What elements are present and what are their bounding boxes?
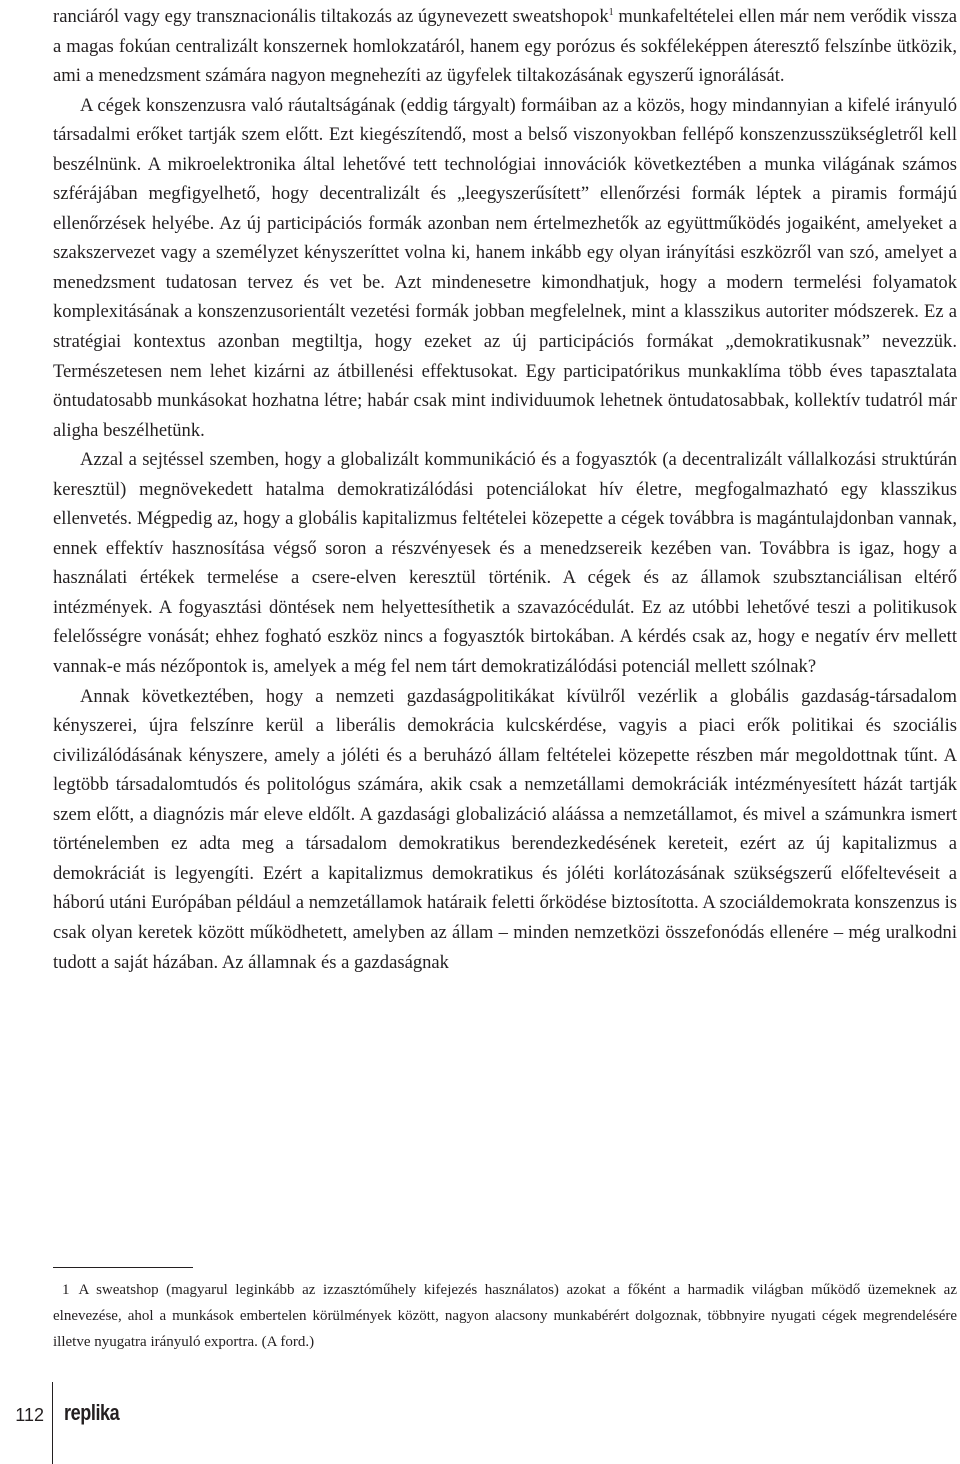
footnote-reference[interactable]: 1	[608, 7, 614, 18]
journal-logo: replika	[64, 1400, 120, 1425]
footnote-separator	[53, 1267, 193, 1268]
paragraph-3: Azzal a sejtéssel szemben, hogy a globalizált kommunikáció és a fogyasztók (a decentralizált vállalkozási struktúrán keresztül) megnövekedett hatalma demokratizálódási potenciálokat hív életre, megfogalmazható egy klasszikus ellenvetés. Mégpedig az, hogy a globális kapitalizmus feltételei közepette a cégek továbbra is magántulajdonban vannak, ennek effektív hasznosítása végső soron a részvényesek és a menedzsereik kezében van. Továbbra is igaz, hogy a használati értékek termelése a csere-elven keresztül történik. A cégek és az államok szubsztanciálisan eltérő intézmények. A fogyasztási döntések nem helyettesíthetik a szavazócédulát. Ez az utóbbi lehetővé teszi a politikusok felelősségre vonását; ehhez fogható eszköz nincs a fogyasztók birtokában. A kérdés csak az, hogy e negatív érv mellett vannak-e más nézőpontok is, amelyek a még fel nem tárt demokratizálódási potenciál mellett szólnak?	[53, 449, 957, 678]
footnote	[53, 1277, 957, 1355]
body-text	[53, 2, 957, 977]
footer-divider	[52, 1382, 53, 1464]
paragraph-1-end: munkafeltételei ellen már nem verődik vissza a magas fokúan centralizált konszernek homlokzatáról, hanem egy porózus és sokféleképpen áteresztő felszínbe ütközik, ami a menedzsment számára nagyon megnehezíti az ügyfelek tiltakozásának egyszerű ignorálását.	[53, 6, 957, 87]
paragraph-1-start: ranciáról vagy egy transznacionális tiltakozás az úgynevezett sweatshopok	[53, 6, 609, 27]
paragraph-4: Annak következtében, hogy a nemzeti gazdaságpolitikákat kívülről vezérlik a globális gazdaság-társadalom kényszerei, újra felszínre kerül a liberális demokrácia kulcskérdése, vagyis a piaci erők politikai és szociális civilizálódásának kényszere, amely a jóléti és a beruházó állam feltételei közepette részben már megoldottnak tűnt. A legtöbb társadalomtudós és politológus számára, akik csak a nemzetállami demokráciák intézményesített házát tartják szem előtt, a diagnózis már eleve eldőlt. A gazdasági globalizáció aláássa a nemzetállamot, és mivel a számunkra ismert történelemben ez adta meg a társadalom demokratikus berendezkedésének kereteit, ezért az új kapitalizmus a demokráciát is legyengíti. Ezért a kapitalizmus demokratikus és jóléti korlátozásának szükségszerű előfeltevéseit a háború utáni Európában például a nemzetállamok határaik feletti őrködése biztosította. A szociáldemokrata konszenzus is csak olyan keretek között működhetett, amelyben az állam – minden nemzetközi összefonódás ellenére – még uralkodni tudott a saját házában. Az államnak és a gazdaságnak	[53, 685, 957, 973]
footnote-number: 1	[62, 1282, 70, 1298]
footnote-text: A sweatshop (magyarul leginkább az izzasztóműhely kifejezés használatos) azokat a főként a harmadik világban működő üzemeknek az elnevezése, ahol a munkások embertelen körülmények között, nagyon alacsony munkabérért dolgoznak, többnyire nyugati cégek megrendelésére illetve nyugatra irányuló exportra. (A ford.)	[53, 1282, 957, 1350]
page-number: 112	[15, 1405, 44, 1425]
paragraph-2: A cégek konszenzusra való ráutaltságának (eddig tárgyalt) formáiban az a közös, hogy mindannyian a kifelé irányuló társadalmi erőket tartják szem előtt. Ezt kiegészítendő, most a belső viszonyokban fellépő konszenzusszükségletről kell beszélnünk. A mikroelektronika által lehetővé tett technológiai innovációk következtében a munka világának számos szférájában megfigyelhető, hogy decentralizált és „leegyszerűsített” ellenőrzési formák léptek a piramis formájú ellenőrzések helyébe. Az új participációs formák azonban nem értelmezhetők az együttműködés jogaiként, amelyeket a szakszervezet vagy a személyzet kényszeríttet volna ki, hanem inkább egy olyan irányítási eszközről van szó, amelyet a menedzsment tudatosan tervez és vet be. Azt mindenesetre kimondhatjuk, hogy a modern termelési folyamatok komplexitásának a konszenzusorientált vezetési formák jobban megfelelnek, mint a klasszikus autoriter módszerek. Ez a stratégiai kontextus azonban megtiltja, hogy ezeket az új participációs formákat „demokratikusnak” nevezzük. Természetesen nem lehet kizárni az átbillenési effektusokat. Egy participatórikus munkaklíma több éves tapasztalata öntudatosabb munkásokat hozhatna létre; habár csak mint individuumok lehetnek öntudatosabbak, kollektív tudatról már aligha beszélhetünk.	[53, 94, 957, 441]
paragraph-1	[53, 2, 957, 91]
